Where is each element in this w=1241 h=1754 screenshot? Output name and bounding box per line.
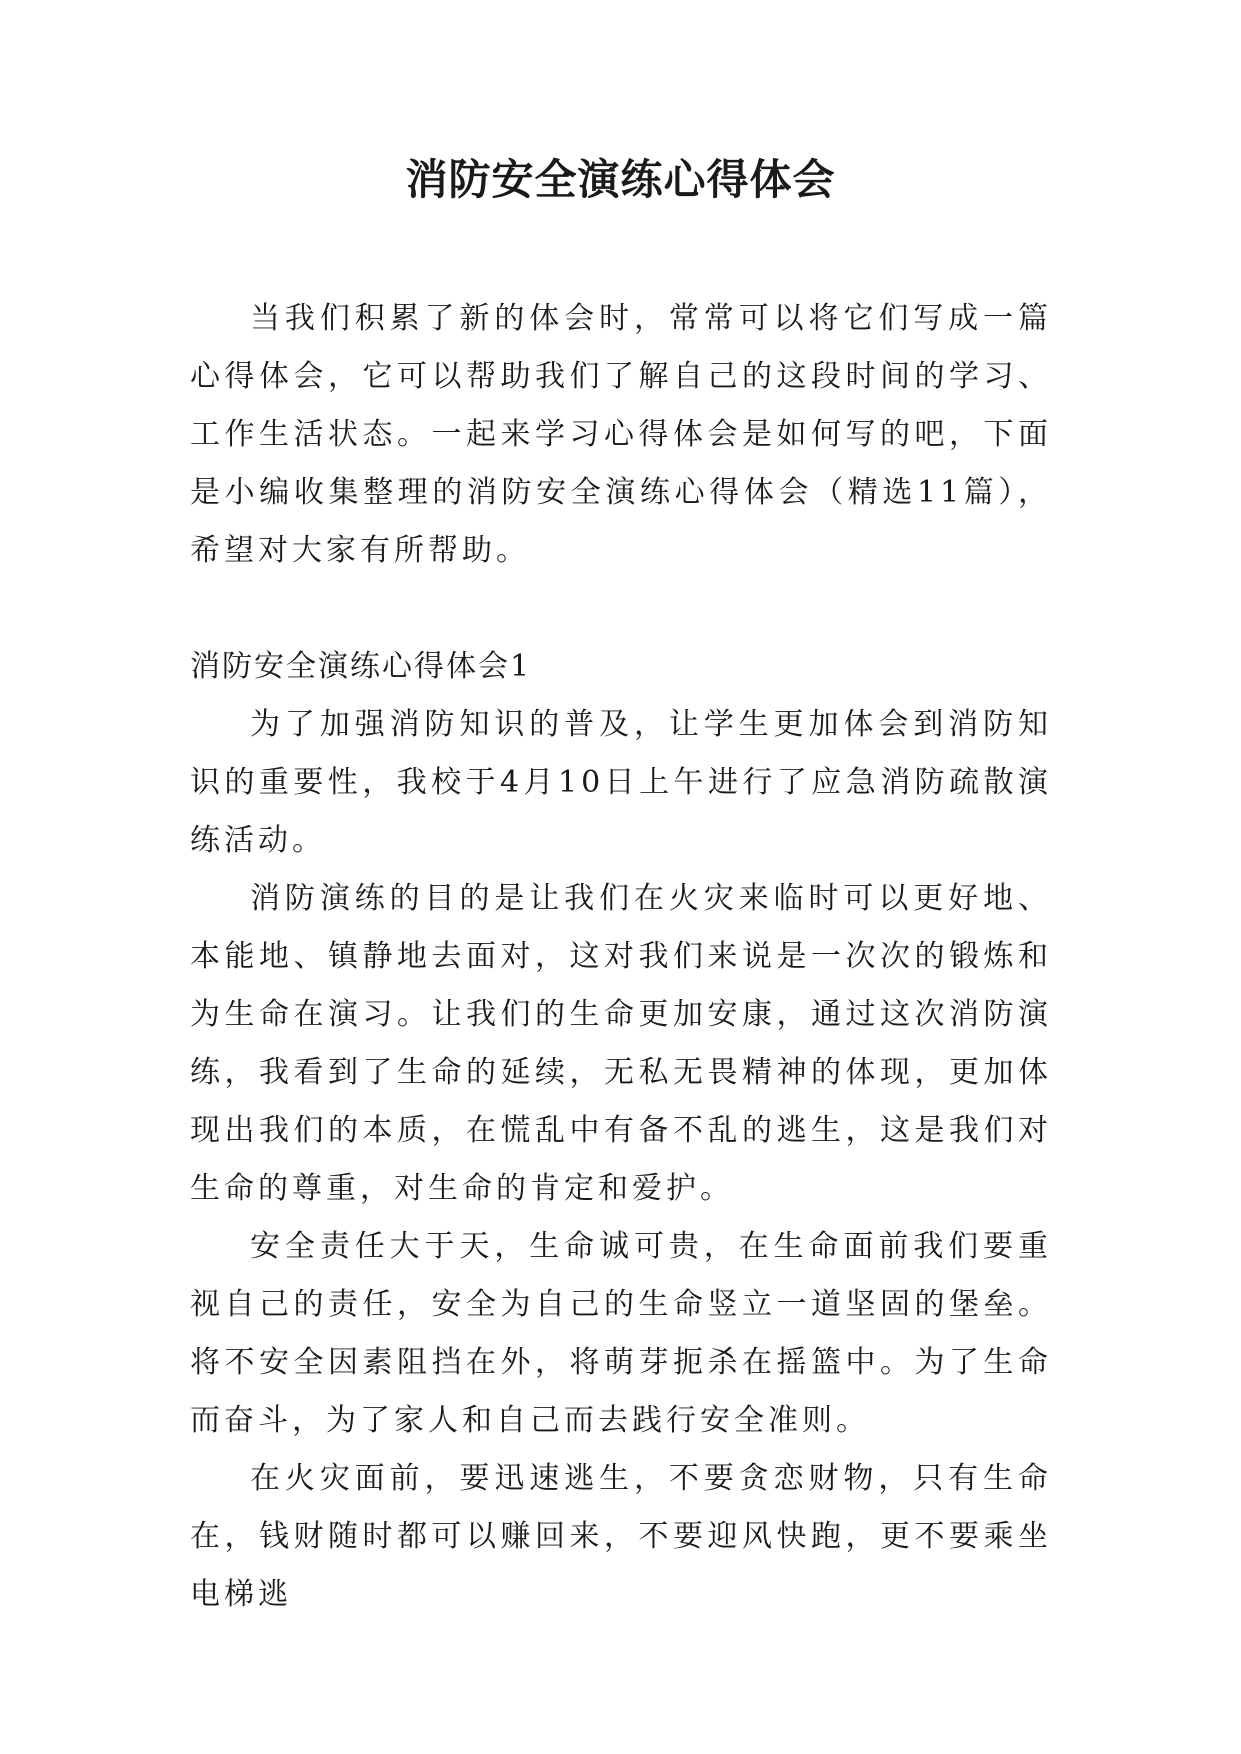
- body-paragraph: 在火灾面前，要迅速逃生，不要贪恋财物，只有生命在，钱财随时都可以赚回来，不要迎风快跑，更不要乘坐电梯逃: [190, 1461, 1052, 1612]
- document-body: [190, 290, 1052, 1624]
- body-paragraph: 安全责任大于天，生命诚可贵，在生命面前我们要重视自己的责任，安全为自己的生命竖立一道坚固的堡垒。将不安全因素阻挡在外，将萌芽扼杀在摇篮中。为了生命而奋斗，为了家人和自己而去践行安全准则。: [190, 1229, 1052, 1438]
- document-title: 消防安全演练心得体会: [405, 155, 836, 204]
- section-heading: 消防安全演练心得体会1: [190, 649, 532, 684]
- body-paragraph: 消防演练的目的是让我们在火灾来临时可以更好地、本能地、镇静地去面对，这对我们来说是一次次的锻炼和为生命在演习。让我们的生命更加安康，通过这次消防演练，我看到了生命的延续，无私无畏精神的体现，更加体现出我们的本质，在慌乱中有备不乱的逃生，这是我们对生命的尊重，对生命的肯定和爱护。: [190, 881, 1052, 1206]
- body-paragraph: 为了加强消防知识的普及，让学生更加体会到消防知识的重要性，我校于4月10日上午进行了应急消防疏散演练活动。: [190, 707, 1052, 858]
- intro-paragraph: 当我们积累了新的体会时，常常可以将它们写成一篇心得体会，它可以帮助我们了解自己的这段时间的学习、工作生活状态。一起来学习心得体会是如何写的吧，下面是小编收集整理的消防安全演练心得体会（精选11篇），希望对大家有所帮助。: [190, 301, 1052, 568]
